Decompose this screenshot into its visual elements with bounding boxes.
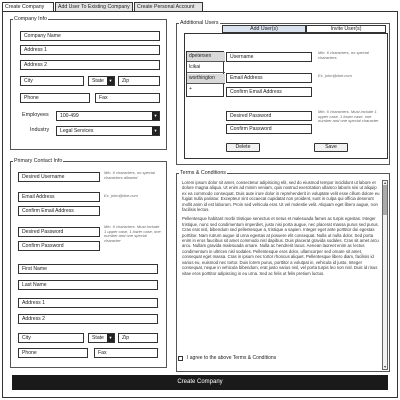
chevron-down-icon: ▾ (107, 77, 114, 85)
employees-select-value: 100-499 (60, 113, 79, 119)
company-address2-field[interactable]: Address 2 (20, 60, 160, 70)
chevron-down-icon: ▾ (107, 334, 114, 342)
add-user-list-item[interactable]: + (189, 86, 192, 92)
primary-contact-legend: Primary Contact Info (14, 158, 63, 164)
company-info-legend: Company Info (14, 16, 47, 22)
agree-checkbox[interactable] (178, 356, 183, 361)
state-select-value: State (92, 335, 104, 341)
company-zip-field[interactable]: Zip (118, 76, 160, 86)
contact-username-hint: Min. 6 characters, no special characters allowed (104, 171, 155, 180)
contact-first-name-field[interactable]: First Name (18, 264, 158, 274)
additional-confirm-password-field[interactable]: Confirm Password (226, 124, 312, 134)
tab-invite-users[interactable]: Invite User(s) (306, 25, 386, 33)
contact-address1-field[interactable]: Address 1 (18, 298, 158, 308)
contact-password-hint: Min. 6 characters. Must include 1 upper case, 1 lower case, one number and one special character (104, 225, 161, 243)
industry-select[interactable] (56, 126, 160, 136)
company-state-select[interactable] (88, 76, 115, 86)
contact-confirm-password-field[interactable]: Confirm Password (18, 241, 100, 251)
additional-confirm-email-field[interactable]: Confirm Email Address (226, 87, 312, 97)
additional-password-field[interactable]: Desired Password (226, 111, 312, 121)
chevron-down-icon: ▾ (152, 112, 159, 120)
contact-state-select[interactable] (88, 333, 115, 343)
contact-last-name-field[interactable]: Last Name (18, 280, 158, 290)
contact-email-hint: Ex. john@doe.com (104, 194, 138, 198)
company-address1-field[interactable]: Address 1 (20, 45, 160, 55)
additional-users-legend: Additional Users (180, 20, 219, 26)
scroll-down-icon[interactable]: ▼ (383, 365, 387, 369)
contact-fax-field[interactable]: Fax (94, 348, 158, 358)
company-fax-field[interactable]: Fax (95, 93, 160, 103)
terms-scrollbar[interactable] (382, 180, 388, 370)
contact-username-field[interactable]: Desired Username (18, 172, 100, 182)
additional-email-field[interactable]: Email Address (226, 73, 312, 83)
scroll-thumb[interactable] (383, 185, 387, 215)
chevron-down-icon: ▾ (152, 127, 159, 135)
create-company-button[interactable]: Create Company (12, 375, 388, 390)
terms-paragraph: Pellentesque habitant morbi tristique senectus et netus et malesuada fames ac turpis egestas. Integer tristique, nunc sed condimentum imperdiet, justo nisi porta augue, nec placerat massa purus sed purus. Cras erat nisl, bibendum sed pellentesque a, tristique a sapien. Integer eget ante porttitor dui egestas porttitor. Nam rutrum augue id urna egestas at posuere elit consequat. Nulla ut nulla dolor. Sed porta enim in eros faucibus sit amet commodo nisl dapibus. Duis placerat gravida sodales. Cras sit amet arcu arcu. Nullam gravida malesuada ornare. Nulla ac hendrerit lacus. Aenean laoreet enim ac lectus condimentum in ultrices nisl sodales. Pellentesque eros dolor, ullamcorper sed ornare sit amet, consequat eget massa. Cras in ipsum nec tortor rhoncus aliquet. Pellentesque libero diam, facilisis id varius eu, euismod nec tortor. Duis lorem purus, porttitor a volutpat in, vehicula id justo. Integer consequat, neque in vehicula bibendum, erat justo varius nisl, vel porta turpis leo non nisl. Duis id risus vitae eros porttitor adipiscing in eu urna. Sed ac felis ut felis pretium luctus. (182, 216, 379, 276)
additional-username-field[interactable]: Username (226, 52, 312, 62)
contact-address2-field[interactable]: Address 2 (18, 314, 158, 324)
company-phone-field[interactable]: Phone (20, 93, 90, 103)
employees-label: Employees (22, 112, 49, 118)
contact-city-field[interactable]: City (18, 333, 84, 343)
user-list-item[interactable]: worthington (187, 74, 225, 84)
company-city-field[interactable]: City (20, 76, 84, 86)
tab-add-users[interactable]: Add User(s) (222, 25, 306, 33)
tab-create-company[interactable]: Create Company (2, 2, 54, 12)
industry-select-value: Legal Services (60, 128, 94, 134)
contact-password-field[interactable]: Desired Password (18, 227, 100, 237)
additional-password-hint: Min. 6 characters. Must include 1 upper case, 1 lower case, one number and one special character (318, 110, 379, 124)
terms-legend: Terms & Conditions (180, 170, 226, 176)
industry-label: Industry (30, 127, 50, 133)
tab-add-user-existing[interactable]: Add User To Existing Company (55, 2, 133, 11)
state-select-value: State (92, 78, 104, 84)
user-list-item[interactable]: lcikai (187, 63, 225, 73)
delete-user-button[interactable]: Delete (226, 143, 260, 152)
additional-username-hint: Min. 6 characters, no special characters (318, 51, 369, 60)
tab-create-personal[interactable]: Create Personal Account (134, 2, 203, 11)
terms-paragraph: Lorem ipsum dolor sit amet, consectetur adipisicing elit, sed do eiusmod tempor incididunt ut labore et dolore magna aliqua. Ut enim ad minim veniam, quis nostrud exercitation ullamco laboris nisi ut aliquip ex ea commodo consequat. Duis aute irure dolor in reprehenderit in voluptate velit esse cillum dolore eu fugiat nulla pariatur. Excepteur sint occaecat cupidatat non proident, sunt in culpa qui officia deserunt mollit anim id est laborum. Proin sed vehicula erat. Ut vel molestie velit. Aliquam eget libero augue, non facilisis lectus. (182, 180, 380, 213)
contact-email-field[interactable]: Email Address (18, 192, 100, 202)
user-list (186, 51, 224, 97)
additional-email-hint: Ex. john@doe.com (318, 74, 352, 78)
terms-text (182, 180, 380, 370)
company-name-field[interactable]: Company Name (20, 31, 160, 41)
agree-label: I agree to the above Terms & Conditions (187, 355, 277, 361)
contact-phone-field[interactable]: Phone (18, 348, 88, 358)
employees-select[interactable] (56, 111, 160, 121)
contact-zip-field[interactable]: Zip (118, 333, 158, 343)
user-list-item[interactable]: dpetersen (187, 52, 225, 62)
save-user-button[interactable]: Save (314, 143, 348, 152)
scroll-up-icon[interactable]: ▲ (383, 181, 387, 185)
contact-confirm-email-field[interactable]: Confirm Email Address (18, 206, 100, 216)
